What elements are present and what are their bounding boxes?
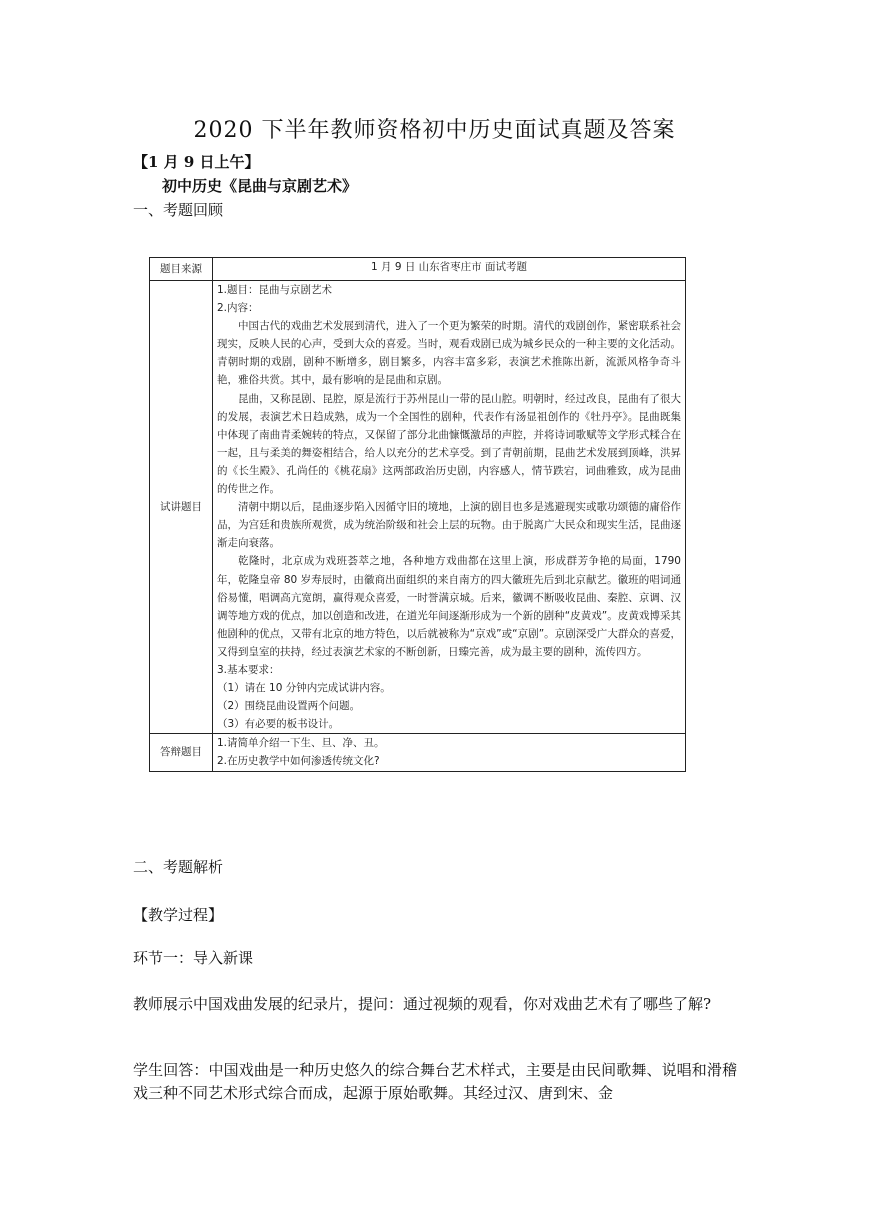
content-paragraph: 清朝中期以后，昆曲逐步陷入因循守旧的境地，上演的剧目也多是逃避现实或歌功颂德的庸俗作品，为宫廷和贵族所观赏，成为统治阶级和社会上层的玩物。由于脱离广大民众和现实生活，昆曲逐渐走向衰落。 <box>217 501 681 550</box>
lecture-row <box>150 281 686 734</box>
answer-content <box>213 734 686 771</box>
page-title: 2020 下半年教师资格初中历史面试真题及答案 <box>193 118 676 143</box>
student-paragraph: 学生回答：中国戏曲是一种历史悠久的综合舞台艺术样式，主要是由民间歌舞、说唱和滑稽戏三种不同艺术形式综合而成，起源于原始歌舞。其经过汉、唐到宋、金 <box>133 1061 737 1102</box>
content-paragraph: 中国古代的戏曲艺术发展到清代，进入了一个更为繁荣的时期。清代的戏剧创作，紧密联系社会现实，反映人民的心声，受到大众的喜爱。当时，观看戏剧已成为城乡民众的一种主要的文化活动。青朝时期的戏剧，剧种不断增多，剧目繁多，内容丰富多彩，表演艺术推陈出新，流派风格争奇斗艳，雅俗共赏。其中，最有影响的是昆曲和京剧。 <box>217 320 681 387</box>
session-heading: 【1 月 9 日上午】 <box>133 153 260 171</box>
teacher-paragraph: 教师展示中国戏曲发展的纪录片，提问：通过视频的观看，你对戏曲艺术有了哪些了解? <box>133 995 712 1013</box>
answer-item: 1.请简单介绍一下生、旦、净、丑。 <box>217 737 385 750</box>
content-paragraph: 昆曲，又称昆剧、昆腔，原是流行于苏州昆山一带的昆山腔。明朝时，经过改良，昆曲有了很大的发展，表演艺术日趋成熟，成为一个全国性的剧种，代表作有汤显祖创作的《牡丹亭》。昆曲既集中体现了南曲青柔婉转的特点，又保留了部分北曲慷慨激昂的声腔，并将诗词歌赋等文学形式糅合在一起，且与柔美的舞姿相结合，给人以充分的艺术享受。到了青朝前期，昆曲艺术发展到顶峰，洪昇的《长生殿》、孔尚任的《桃花扇》这两部政治历史剧，内容感人，情节跌宕，词曲雅致，成为昆曲的传世之作。 <box>217 392 681 496</box>
source-row <box>150 258 686 281</box>
section-review-heading: 一、考题回顾 <box>133 201 224 219</box>
step-heading: 环节一：导入新课 <box>133 949 254 967</box>
lecture-content <box>213 281 686 734</box>
answer-row <box>150 734 686 771</box>
source-value: 1 月 9 日 山东省枣庄市 面试考题 <box>213 258 686 281</box>
lecture-title: 1.题目：昆曲与京剧艺术 <box>217 284 333 296</box>
content-paragraph: 乾隆时，北京成为戏班荟萃之地，各种地方戏曲都在这里上演，形成群芳争艳的局面，1790 年，乾隆皇帝 80 岁寿辰时，由徽商出面组织的来自南方的四大徽班先后到北京献艺。徽班的唱词通俗易懂，唱调高亢宽朗，赢得观众喜爱，一时誉满京城。后来，徽调不断吸收昆曲、秦腔、京调、汉调等地方戏的优点，加以创造和改进，在道光年间逐渐形成为一个新的剧种“皮黄戏”。皮黄戏博采其他剧种的优点，又带有北京的地方特色，以后就被称为“京戏”或“京剧”。京剧深受广大群众的喜爱，又得到皇室的扶持，经过表演艺术家的不断创新，日臻完善，成为最主要的剧种，流传四方。 <box>217 555 681 658</box>
requirement-item: （1）请在 10 分钟内完成试讲内容。 <box>217 682 391 695</box>
requirements-label: 3.基本要求： <box>217 663 280 676</box>
content-label: 2.内容： <box>217 302 259 315</box>
source-label: 题目来源 <box>150 258 213 281</box>
subject-heading: 初中历史《昆曲与京剧艺术》 <box>162 177 358 195</box>
section-analysis-heading: 二、考题解析 <box>133 858 224 876</box>
teaching-process-heading: 【教学过程】 <box>133 906 224 924</box>
answer-item: 2.在历史教学中如何渗透传统文化? <box>217 755 380 768</box>
answer-label: 答辩题目 <box>150 734 213 771</box>
requirement-item: （3）有必要的板书设计。 <box>217 718 340 731</box>
requirement-item: （2）围绕昆曲设置两个问题。 <box>217 700 361 713</box>
exam-table <box>149 257 686 772</box>
lecture-label: 试讲题目 <box>150 281 213 734</box>
